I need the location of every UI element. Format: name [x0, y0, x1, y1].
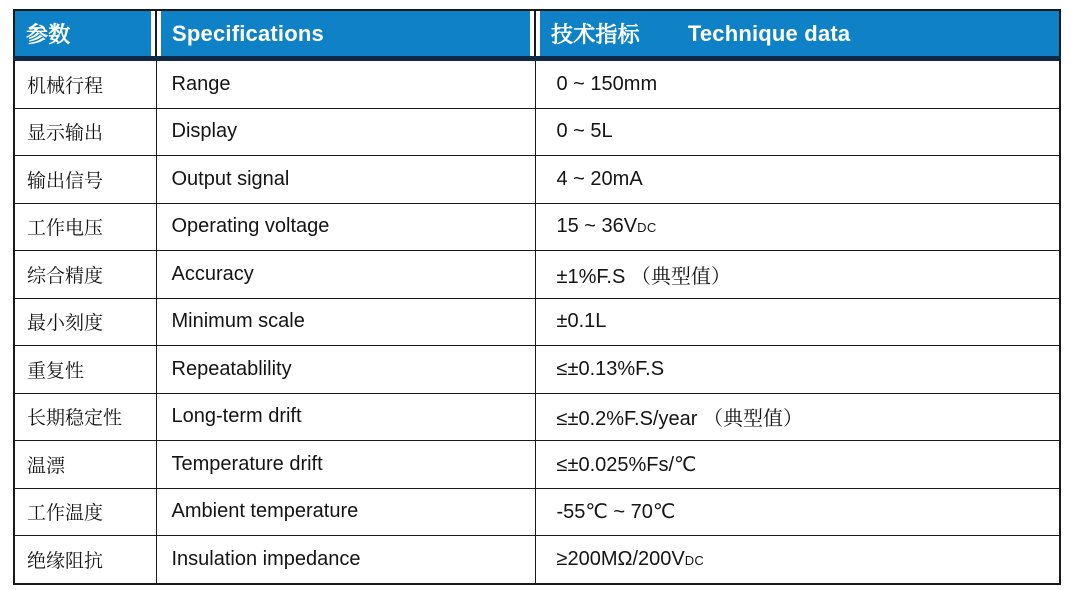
param-cell: 最小刻度: [14, 298, 156, 346]
spec-cell: Minimum scale: [156, 298, 535, 346]
spec-cell: Ambient temperature: [156, 488, 535, 536]
value-cell: [535, 393, 1060, 441]
table-row: [14, 441, 1060, 489]
param-cell: 温漂: [14, 441, 156, 489]
spec-cell: Insulation impedance: [156, 536, 535, 584]
header-specifications-fill: [161, 11, 530, 56]
spec-cell: Repeatablility: [156, 346, 535, 394]
spec-cell: Long-term drift: [156, 393, 535, 441]
header-param-fill: [15, 11, 151, 56]
value-text: ≤±0.025%Fs/℃: [556, 453, 697, 476]
spec-cell: Accuracy: [156, 251, 535, 299]
value-cell: [535, 251, 1060, 299]
param-cell: 显示输出: [14, 108, 156, 156]
param-cell: 机械行程: [14, 59, 156, 109]
value-subscript: DC: [637, 220, 657, 236]
param-cell: 工作电压: [14, 203, 156, 251]
value-subscript: DC: [684, 552, 705, 568]
table-row: [14, 156, 1060, 204]
spec-cell: Display: [156, 108, 535, 156]
value-text: -55℃ ~ 70℃: [556, 501, 676, 524]
value-cell: [535, 156, 1060, 204]
header-cell-param: [14, 10, 156, 59]
param-cell: 综合精度: [14, 251, 156, 299]
param-cell: 长期稳定性: [14, 393, 156, 441]
header-param-label: 参数: [26, 22, 71, 47]
param-cell: 重复性: [14, 346, 156, 394]
value-cell: [535, 346, 1060, 394]
value-text: ≥200MΩ/200V: [556, 547, 685, 570]
value-text: 4 ~ 20mA: [556, 167, 643, 190]
header-technique-label-en: Technique data: [687, 20, 851, 46]
table-row: [14, 536, 1060, 584]
value-cell: [535, 108, 1060, 156]
header-row: [14, 10, 1060, 59]
table-row: [14, 298, 1060, 346]
table-row: [14, 108, 1060, 156]
spec-table: [13, 9, 1061, 585]
value-text: ±1%F.S （典型值）: [556, 265, 731, 288]
spec-cell: Output signal: [156, 156, 535, 204]
spec-cell: Temperature drift: [156, 441, 535, 489]
value-text: ≤±0.13%F.S: [556, 357, 665, 380]
table-row: [14, 346, 1060, 394]
table-row: [14, 393, 1060, 441]
spec-table-container: [13, 9, 1061, 585]
value-cell: [535, 59, 1060, 109]
table-row: [14, 203, 1060, 251]
header-technique-label-zh: 技术指标: [551, 22, 640, 47]
param-cell: 绝缘阻抗: [14, 536, 156, 584]
value-cell: [535, 298, 1060, 346]
header-cell-technique-data: [535, 10, 1060, 59]
header-cell-specifications: [156, 10, 535, 59]
spec-table-body: [14, 59, 1060, 584]
table-row: [14, 488, 1060, 536]
value-text: 15 ~ 36V: [556, 215, 638, 238]
table-row: [14, 59, 1060, 109]
value-cell: [535, 203, 1060, 251]
value-text: ≤±0.2%F.S/year （典型值）: [556, 408, 803, 431]
param-cell: 输出信号: [14, 156, 156, 204]
value-text: 0 ~ 5L: [556, 120, 613, 143]
value-cell: [535, 536, 1060, 584]
value-cell: [535, 441, 1060, 489]
table-row: [14, 251, 1060, 299]
header-specifications-label: Specifications: [172, 20, 324, 46]
value-cell: [535, 488, 1060, 536]
spec-cell: Range: [156, 59, 535, 109]
header-technique-fill: [540, 11, 1059, 56]
value-text: 0 ~ 150mm: [556, 72, 658, 95]
param-cell: 工作温度: [14, 488, 156, 536]
spec-cell: Operating voltage: [156, 203, 535, 251]
value-text: ±0.1L: [556, 310, 607, 333]
